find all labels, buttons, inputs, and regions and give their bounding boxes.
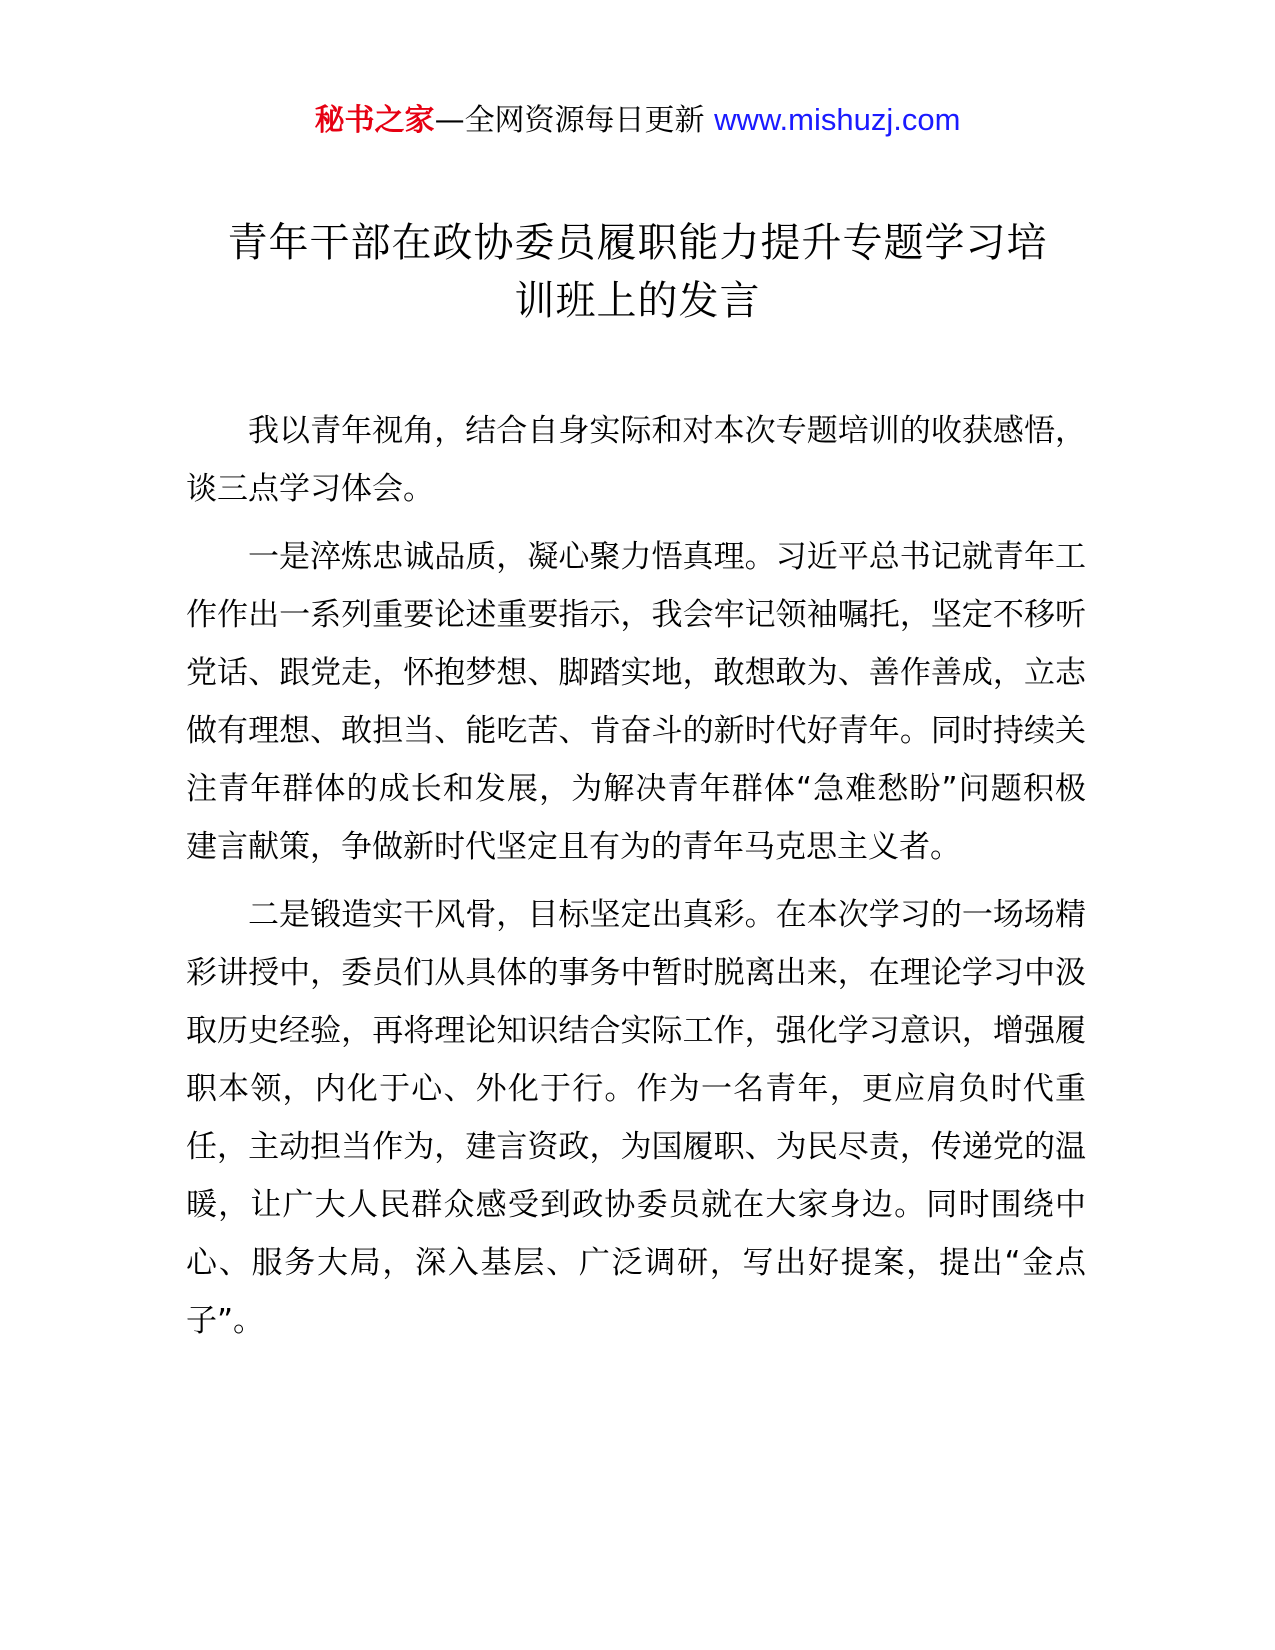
document-title-line-2: 训班上的发言 — [514, 278, 761, 324]
site-header — [0, 98, 1275, 143]
document-body — [186, 402, 1086, 1360]
paragraph-point-two: 二是锻造实干风骨，目标坚定出真彩。在本次学习的一场场精彩讲授中，委员们从具体的事务中暂时脱离出来，在理论学习中汲取历史经验，再将理论知识结合实际工作，强化学习意识，增强履职本领，内化于心、外化于行。作为一名青年，更应肩负时代重任，主动担当作为，建言资政，为国履职、为民尽责，传递党的温暖，让广大人民群众感受到政协委员就在大家身边。同时围绕中心、服务大局，深入基层、广泛调研，写出好提案，提出“金点子”。 — [186, 897, 1086, 1339]
document-title — [150, 214, 1125, 330]
site-tagline: —全网资源每日更新 — [434, 103, 705, 138]
document-title-line-1: 青年干部在政协委员履职能力提升专题学习培 — [227, 220, 1048, 266]
paragraph-intro: 我以青年视角，结合自身实际和对本次专题培训的收获感悟，谈三点学习体会。 — [186, 413, 1086, 507]
paragraph-point-one: 一是淬炼忠诚品质，凝心聚力悟真理。习近平总书记就青年工作作出一系列重要论述重要指示，我会牢记领袖嘱托，坚定不移听党话、跟党走，怀抱梦想、脚踏实地，敢想敢为、善作善成，立志做有理想、敢担当、能吃苦、肯奋斗的新时代好青年。同时持续关注青年群体的成长和发展，为解决青年群体“急难愁盼”问题积极建言献策，争做新时代坚定且有为的青年马克思主义者。 — [186, 539, 1086, 865]
site-url[interactable]: www.mishuzj.com — [714, 102, 961, 137]
site-brand: 秘书之家 — [314, 103, 435, 138]
